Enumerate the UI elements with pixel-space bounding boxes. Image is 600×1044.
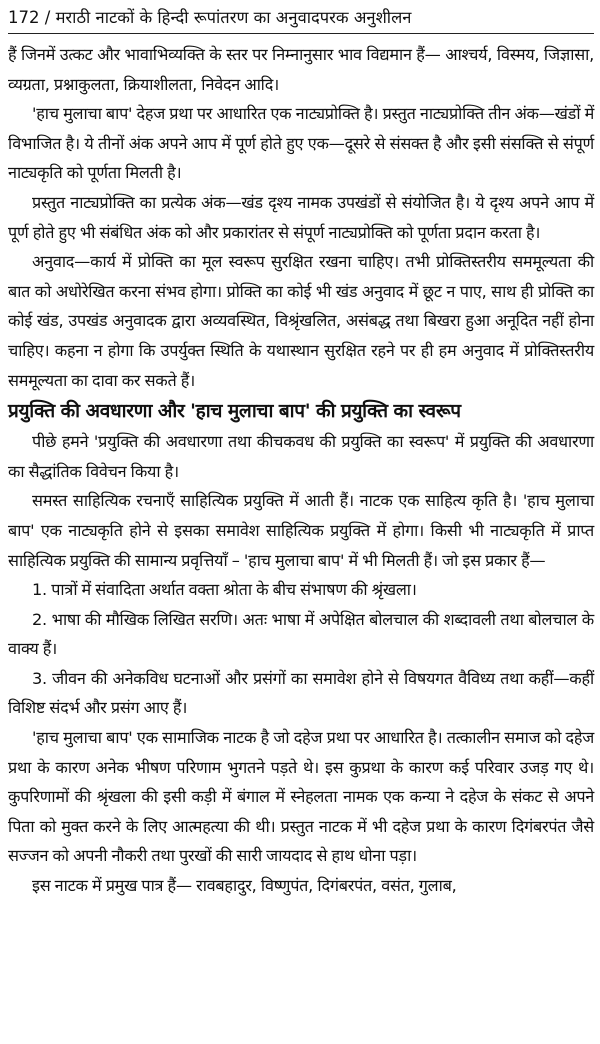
running-title: मराठी नाटकों के हिन्दी रूपांतरण का अनुवादपरक अनुशीलन xyxy=(55,8,412,27)
paragraph: प्रस्तुत नाट्यप्रोक्ति का प्रत्येक अंक—खंड दृश्य नामक उपखंडों से संयोजित है। ये दृश्य अपने आप में पूर्ण होते हुए भी संबंधित अंक को और प्रकारांतर से संपूर्ण नाट्यप्रोक्ति को पूर्णता प्रदान करता है। xyxy=(8,192,594,242)
running-header xyxy=(8,6,594,34)
page-number: 172 xyxy=(8,8,40,27)
page-body xyxy=(8,40,594,901)
paragraph: 'हाच मुलाचा बाप' एक सामाजिक नाटक है जो दहेज प्रथा पर आधारित है। तत्कालीन समाज को दहेज प्रथा के कारण अनेक भीषण परिणाम भुगतने पड़ते थे। इस कुप्रथा के कारण कई परिवार उजड़ गए थे। कुपरिणामों की श्रृंखला की इसी कड़ी में बंगाल में स्नेहलता नामक एक कन्या ने दहेज के संकट से अपने पिता को मुक्त करने के लिए आत्महत्या की थी। प्रस्तुत नाटक में भी दहेज प्रथा के कारण दिगंबरपंत जैसे सज्जन को अपनी नौकरी तथा पुरखों की सारी जायदाद से हाथ धोना पड़ा। xyxy=(8,728,594,866)
numbered-point: 3. जीवन की अनेकविध घटनाओं और प्रसंगों का समावेश होने से विषयगत वैविध्य तथा कहीं—कहीं विशिष्ट संदर्भ और प्रसंग आए हैं। xyxy=(8,668,594,718)
paragraph-continues: इस नाटक में प्रमुख पात्र हैं— रावबहादुर, विष्णुपंत, दिगंबरपंत, वसंत, गुलाब, xyxy=(32,876,457,896)
section-heading: प्रयुक्ति की अवधारणा और 'हाच मुलाचा बाप' की प्रयुक्ति का स्वरूप xyxy=(8,400,461,423)
numbered-point: 2. भाषा की मौखिक लिखित सरणि। अतः भाषा में अपेक्षित बोलचाल की शब्दावली तथा बोलचाल के वाक्य हैं। xyxy=(8,609,594,659)
paragraph-continued: हैं जिनमें उत्कट और भावाभिव्यक्ति के स्तर पर निम्नानुसार भाव विद्यमान हैं— आश्चर्य, विस्मय, जिज्ञासा, व्यग्रता, प्रश्नाकुलता, क्रियाशीलता, निवेदन आदि। xyxy=(8,45,594,94)
paragraph: अनुवाद—कार्य में प्रोक्ति का मूल स्वरूप सुरक्षित रखना चाहिए। तभी प्रोक्तिस्तरीय सममूल्यता की बात को अधोरेखित करना संभव होगा। प्रोक्ति का कोई भी खंड अनुवाद में छूट न पाए, साथ ही प्रोक्ति का कोई खंड, उपखंड अनुवादक द्वारा अव्यवस्थित, विश्रृंखलित, असंबद्ध तथा बिखरा हुआ अनूदित नहीं होना चाहिए। कहना न होगा कि उपर्युक्त स्थिति के यथास्थान सुरक्षित रहने पर ही हम अनुवाद में प्रोक्तिस्तरीय सममूल्यता का दावा कर सकते हैं। xyxy=(8,252,594,390)
header-separator: / xyxy=(44,8,51,27)
paragraph: पीछे हमने 'प्रयुक्ति की अवधारणा तथा कीचकवध की प्रयुक्ति का स्वरूप' में प्रयुक्ति की अवधारणा का सैद्धांतिक विवेचन किया है। xyxy=(8,432,594,481)
numbered-point: 1. पात्रों में संवादिता अर्थात वक्ता श्रोता के बीच संभाषण की श्रृंखला। xyxy=(32,580,417,600)
paragraph: 'हाच मुलाचा बाप' देहज प्रथा पर आधारित एक नाट्यप्रोक्ति है। प्रस्तुत नाट्यप्रोक्ति तीन अंक—खंडों में विभाजित है। ये तीनों अंक अपने आप में पूर्ण होते हुए एक—दूसरे से संसक्त है और इसी संसक्ति से संपूर्ण नाट्यकृति को पूर्णता मिलती है। xyxy=(8,104,594,183)
paragraph: समस्त साहित्यिक रचनाएँ साहित्यिक प्रयुक्ति में आती हैं। नाटक एक साहित्य कृति है। 'हाच मुलाचा बाप' एक नाट्यकृति होने से इसका समावेश साहित्यिक प्रयुक्ति में होगा। किसी भी नाट्यकृति में प्राप्त साहित्यिक प्रयुक्ति की सामान्य प्रवृत्तियाँ – 'हाच मुलाचा बाप' में भी मिलती हैं। जो इस प्रकार हैं— xyxy=(8,491,594,570)
